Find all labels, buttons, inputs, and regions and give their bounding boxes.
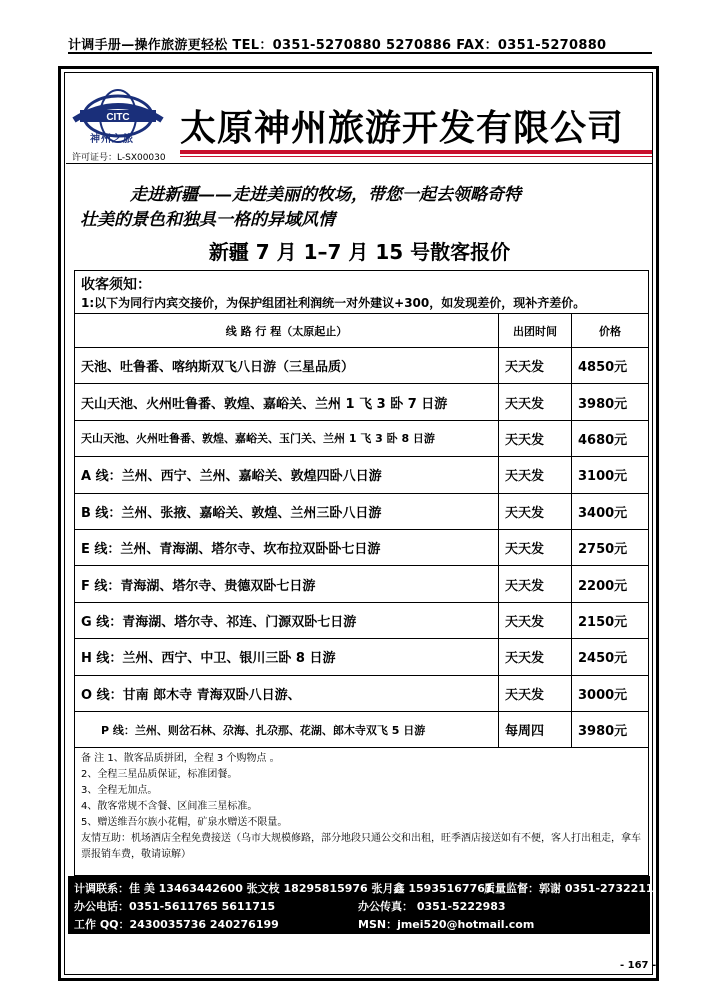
date-cell: 天天发 (499, 529, 572, 565)
note-line: 5、赠送维吾尔族小花帽，矿泉水赠送不限量。 (81, 817, 288, 829)
black-divider (66, 163, 652, 164)
header-route: 线 路 行 程（太原起止） (75, 314, 499, 348)
route-cell: G 线：青海湖、塔尔寺、祁连、门源双卧七日游 (75, 602, 499, 638)
company-name: 太原神州旅游开发有限公司 (180, 107, 625, 149)
page-number: - 167 - (620, 960, 657, 971)
route-cell: H 线：兰州、西宁、中卫、银川三卧 8 日游 (75, 639, 499, 675)
price-table (74, 270, 649, 876)
price-cell: 2750元 (572, 529, 649, 565)
slogan-line-1: 走进新疆——走进美丽的牧场，带您一起去领略奇特 (130, 185, 521, 205)
table-row (75, 457, 649, 493)
note-line: 备 注 1、散客品质拼团，全程 3 个购物点 。 (81, 753, 280, 765)
license-number: 许可证号：L-SX00030 (72, 153, 166, 163)
logo-abbr: CITC (106, 112, 130, 123)
route-cell: B 线：兰州、张掖、嘉峪关、敦煌、兰州三卧八日游 (75, 493, 499, 529)
price-cell: 3000元 (572, 675, 649, 711)
msn-contact: MSN：jmei520@hotmail.com (358, 918, 535, 931)
notice-text: 1:以下为同行内宾交接价，为保护组团社利润统一对外建议+300，如发现差价，现补齐差价。 (81, 296, 586, 310)
table-row (75, 493, 649, 529)
price-cell: 3980元 (572, 711, 649, 747)
notes-row (75, 748, 649, 876)
quality-supervision: 质量监督：郭谢 0351-2732211 (484, 882, 654, 895)
price-cell: 4850元 (572, 348, 649, 384)
price-cell: 2150元 (572, 602, 649, 638)
date-cell: 天天发 (499, 675, 572, 711)
table-row (75, 529, 649, 565)
note-line: 2、全程三星品质保证，标准团餐。 (81, 769, 238, 781)
table-row (75, 348, 649, 384)
date-cell: 天天发 (499, 457, 572, 493)
route-cell: 天池、吐鲁番、喀纳斯双飞八日游（三星品质） (75, 348, 499, 384)
route-cell: E 线：兰州、青海湖、塔尔寺、坎布拉双卧卧七日游 (75, 529, 499, 565)
price-cell: 3100元 (572, 457, 649, 493)
date-cell: 天天发 (499, 493, 572, 529)
date-cell: 天天发 (499, 420, 572, 456)
route-cell: 天山天池、火州吐鲁番、敦煌、嘉峪关、兰州 1 飞 3 卧 7 日游 (75, 384, 499, 420)
table-row (75, 384, 649, 420)
red-divider (180, 150, 652, 154)
top-header-text: 计调手册—操作旅游更轻松 TEL：0351-5270880 5270886 FAX：0351-5270880 (68, 38, 607, 53)
logo-text: 神州之旅 (90, 134, 134, 145)
red-divider-thin (180, 156, 652, 157)
price-cell: 2200元 (572, 566, 649, 602)
route-cell: P 线：兰州、则岔石林、尕海、扎尕那、花湖、郎木寺双飞 5 日游 (75, 711, 499, 747)
price-cell: 4680元 (572, 420, 649, 456)
notice-title: 收客须知： (81, 277, 151, 293)
date-cell: 天天发 (499, 566, 572, 602)
price-cell: 3980元 (572, 384, 649, 420)
table-row (75, 602, 649, 638)
notice-row (75, 271, 649, 314)
contact-bar (68, 876, 654, 934)
route-cell: F 线：青海湖、塔尔寺、贵德双卧七日游 (75, 566, 499, 602)
table-row (75, 639, 649, 675)
table-row (75, 711, 649, 747)
page-title: 新疆 7 月 1–7 月 15 号散客报价 (208, 240, 511, 264)
price-cell: 3400元 (572, 493, 649, 529)
date-cell: 每周四 (499, 711, 572, 747)
office-phone: 办公电话：0351-5611765 5611715 (74, 900, 276, 913)
slogan-line-2: 壮美的景色和独具一格的异域风情 (80, 210, 335, 230)
table-row (75, 566, 649, 602)
work-qq: 工作 QQ：2430035736 240276199 (74, 918, 279, 931)
note-line: 4、散客常规不含餐、区间准三星标准。 (81, 801, 258, 813)
price-cell: 2450元 (572, 639, 649, 675)
table-row (75, 675, 649, 711)
date-cell: 天天发 (499, 384, 572, 420)
office-fax: 办公传真： 0351-5222983 (358, 900, 506, 913)
header-date: 出团时间 (499, 314, 572, 348)
route-cell: A 线：兰州、西宁、兰州、嘉峪关、敦煌四卧八日游 (75, 457, 499, 493)
note-line: 3、全程无加点。 (81, 785, 158, 797)
note-line: 友情互助：机场酒店全程免费接送（乌市大规模修路，部分地段只通公交和出租，旺季酒店接送如有不便，客人打出租走，拿车票报销车费，敬请谅解） (81, 833, 641, 861)
date-cell: 天天发 (499, 639, 572, 675)
date-cell: 天天发 (499, 602, 572, 638)
route-cell: O 线：甘南 郎木寺 青海双卧八日游、 (75, 675, 499, 711)
date-cell: 天天发 (499, 348, 572, 384)
top-header (68, 34, 652, 54)
coordinator-contacts: 计调联系：佳 美 13463442600 张文枝 18295815976 张月鑫 15935167761 (74, 882, 493, 895)
header-underline (68, 52, 652, 54)
header-price: 价格 (572, 314, 649, 348)
route-cell: 天山天池、火州吐鲁番、敦煌、嘉峪关、玉门关、兰州 1 飞 3 卧 8 日游 (75, 420, 499, 456)
table-row (75, 420, 649, 456)
table-header-row (75, 314, 649, 348)
